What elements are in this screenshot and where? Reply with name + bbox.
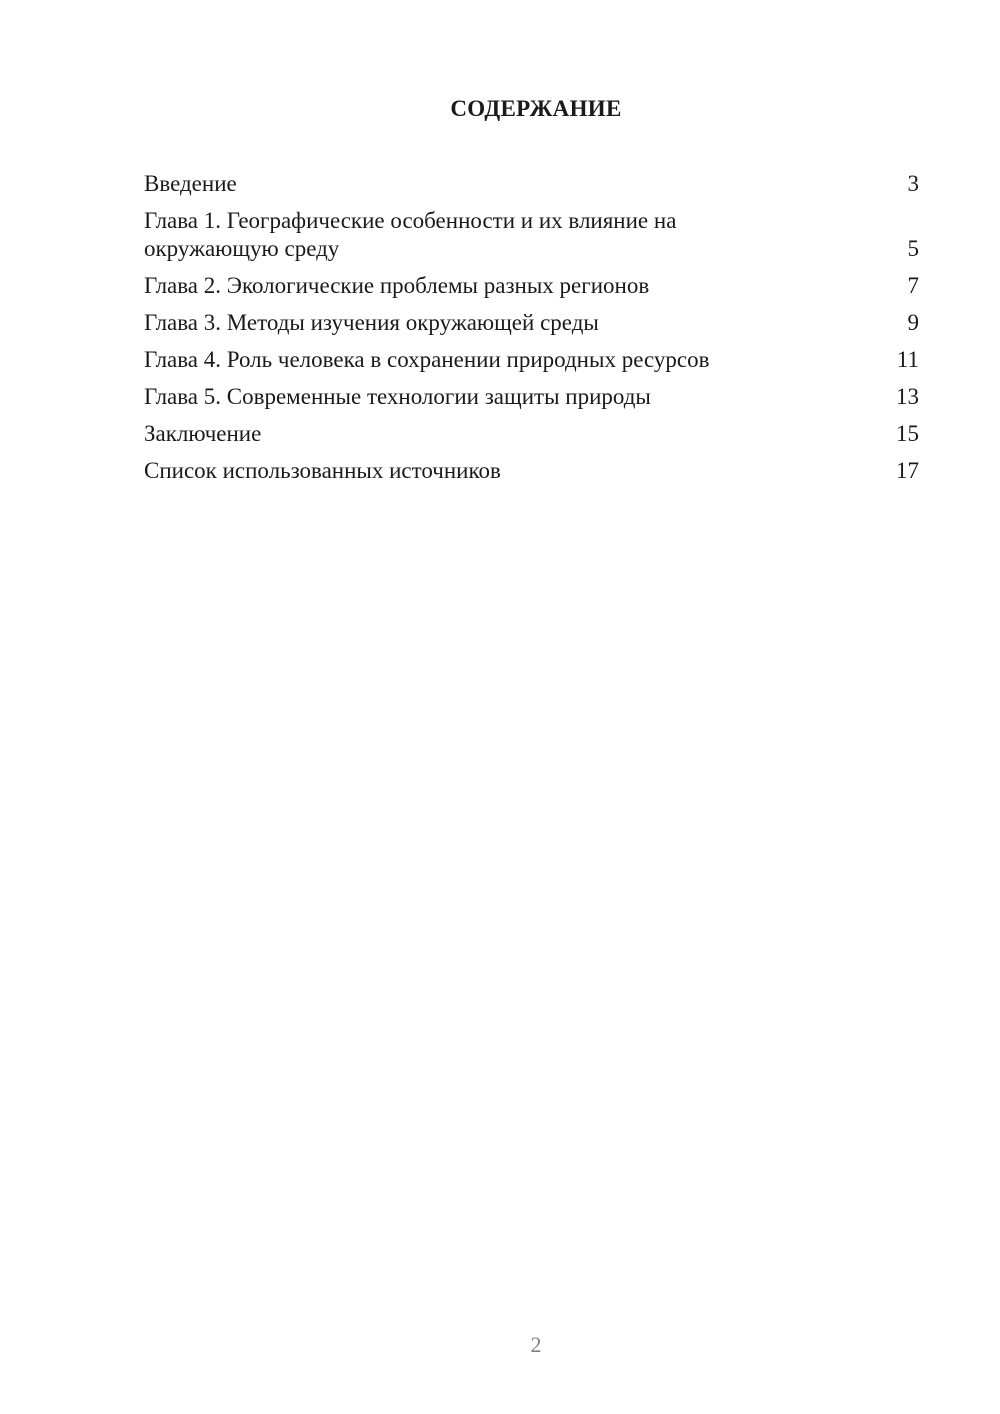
toc-entry-page: 11 bbox=[896, 347, 919, 372]
page-title: СОДЕРЖАНИЕ bbox=[450, 96, 622, 121]
toc-entry bbox=[144, 272, 919, 300]
table-of-contents bbox=[144, 170, 919, 494]
toc-entry-title: Заключение bbox=[144, 421, 262, 446]
toc-entry bbox=[144, 207, 919, 263]
toc-entry bbox=[144, 420, 919, 448]
toc-entry bbox=[144, 170, 919, 198]
toc-entry-page: 13 bbox=[896, 384, 919, 409]
toc-entry-title: Глава 2. Экологические проблемы разных регионов bbox=[144, 273, 650, 298]
page-number: 2 bbox=[530, 1332, 542, 1357]
toc-entry bbox=[144, 457, 919, 485]
toc-entry-page: 15 bbox=[896, 421, 919, 446]
toc-entry-page: 3 bbox=[907, 171, 919, 196]
toc-entry-title: Глава 3. Методы изучения окружающей среды bbox=[144, 310, 599, 335]
toc-entry-page: 17 bbox=[896, 458, 919, 483]
toc-entry bbox=[144, 383, 919, 411]
toc-entry-page: 7 bbox=[907, 273, 919, 298]
toc-entry bbox=[144, 346, 919, 374]
toc-entry-page: 9 bbox=[907, 310, 919, 335]
toc-entry-title: Глава 5. Современные технологии защиты природы bbox=[144, 384, 651, 409]
toc-entry-title: Список использованных источников bbox=[144, 458, 501, 483]
toc-entry-title: Глава 4. Роль человека в сохранении природных ресурсов bbox=[144, 347, 710, 372]
toc-entry-page: 5 bbox=[907, 236, 919, 261]
toc-entry-title: Глава 1. Географические особенности и их влияние на окружающую среду bbox=[144, 208, 677, 261]
toc-entry-title: Введение bbox=[144, 171, 237, 196]
toc-entry bbox=[144, 309, 919, 337]
